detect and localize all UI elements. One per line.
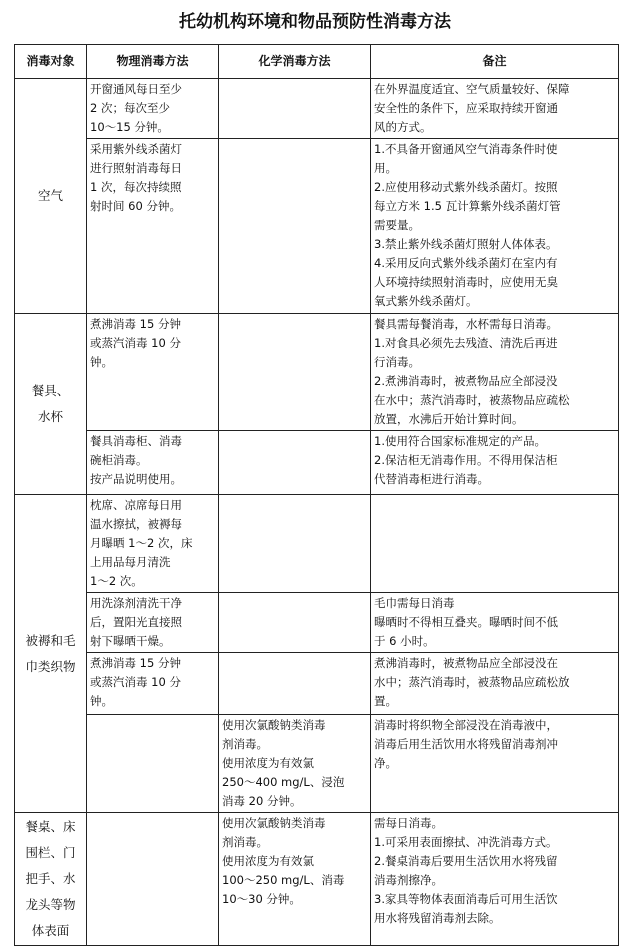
chemical-line: 消毒 20 分钟。 <box>222 794 302 808</box>
physical-method-cell <box>87 593 219 653</box>
table-row <box>15 715 619 813</box>
notes-cell <box>371 495 619 593</box>
notes-line: 净。 <box>374 756 397 770</box>
header-chemical: 化学消毒方法 <box>219 45 371 79</box>
notes-cell <box>371 653 619 715</box>
object-line: 餐具、 <box>31 383 70 398</box>
notes-line: 人环境持续照射消毒时，应使用无臭 <box>374 275 558 289</box>
chemical-line: 使用次氯酸钠类消毒 <box>222 718 326 732</box>
physical-line: 碗柜消毒。 <box>90 453 148 467</box>
disinfection-object-cell <box>15 79 87 314</box>
chemical-line: 10～30 分钟。 <box>222 892 301 906</box>
notes-line: 水中；蒸汽消毒时，被蒸物品应疏松放 <box>374 675 570 689</box>
physical-method-cell <box>87 139 219 314</box>
notes-line: 行消毒。 <box>374 355 420 369</box>
physical-line: 钟。 <box>90 694 113 708</box>
notes-cell <box>371 715 619 813</box>
physical-line: 上用品每月清洗 <box>90 555 171 569</box>
notes-line: 毛巾需每日消毒 <box>374 596 455 610</box>
notes-line: 在外界温度适宜、空气质量较好、保障 <box>374 82 570 96</box>
header-object: 消毒对象 <box>15 45 87 79</box>
physical-line: 煮沸消毒 15 分钟 <box>90 317 181 331</box>
notes-line: 1.不具备开窗通风空气消毒条件时使 <box>374 142 558 156</box>
notes-line: 用。 <box>374 161 397 175</box>
physical-line: 月曝晒 1～2 次，床 <box>90 536 193 550</box>
chemical-line: 100～250 mg/L、消毒 <box>222 873 345 887</box>
notes-line: 需每日消毒。 <box>374 816 443 830</box>
notes-line: 置。 <box>374 694 397 708</box>
physical-method-cell <box>87 653 219 715</box>
notes-cell <box>371 813 619 946</box>
table-row <box>15 79 619 139</box>
physical-line: 1 次，每次持续照 <box>90 180 182 194</box>
physical-line: 按产品说明使用。 <box>90 472 182 486</box>
table-row <box>15 813 619 946</box>
physical-line: 或蒸汽消毒 10 分 <box>90 675 181 689</box>
physical-method-cell <box>87 495 219 593</box>
physical-line: 或蒸汽消毒 10 分 <box>90 336 181 350</box>
disinfection-object-cell <box>15 495 87 813</box>
disinfection-object-cell <box>15 813 87 946</box>
notes-line: 风的方式。 <box>374 120 432 134</box>
table-row <box>15 593 619 653</box>
chemical-line: 250～400 mg/L、浸泡 <box>222 775 345 789</box>
physical-method-cell <box>87 79 219 139</box>
physical-line: 开窗通风每日至少 <box>90 82 182 96</box>
chemical-method-cell <box>219 593 371 653</box>
object-line: 体表面 <box>31 923 70 938</box>
object-line: 水杯 <box>37 409 63 424</box>
chemical-line: 剂消毒。 <box>222 835 268 849</box>
physical-line: 煮沸消毒 15 分钟 <box>90 656 181 670</box>
object-line: 空气 <box>37 188 63 203</box>
physical-line: 后，置阳光直接照 <box>90 615 182 629</box>
chemical-method-cell <box>219 431 371 495</box>
notes-line: 1.对食具必须先去残渣、清洗后再进 <box>374 336 558 350</box>
notes-line: 在水中；蒸汽消毒时，被蒸物品应疏松 <box>374 393 570 407</box>
notes-line: 安全性的条件下，应采取持续开窗通 <box>374 101 558 115</box>
physical-line: 进行照射消毒每日 <box>90 161 182 175</box>
object-line: 围栏、门 <box>25 845 76 860</box>
physical-line: 采用紫外线杀菌灯 <box>90 142 182 156</box>
notes-line: 代替消毒柜进行消毒。 <box>374 472 489 486</box>
object-line: 龙头等物 <box>25 897 76 912</box>
physical-line: 枕席、凉席每日用 <box>90 498 182 512</box>
disinfection-table <box>14 44 619 946</box>
notes-line: 1.可采用表面擦拭、冲洗消毒方式。 <box>374 835 558 849</box>
physical-line: 用洗涤剂清洗干净 <box>90 596 182 610</box>
chemical-method-cell <box>219 653 371 715</box>
chemical-method-cell <box>219 79 371 139</box>
notes-cell <box>371 431 619 495</box>
notes-cell <box>371 79 619 139</box>
notes-line: 消毒时将织物全部浸没在消毒液中， <box>374 718 558 732</box>
physical-line: 射下曝晒干燥。 <box>90 634 171 648</box>
notes-line: 2.保洁柜无消毒作用。不得用保洁柜 <box>374 453 558 467</box>
physical-line: 10～15 分钟。 <box>90 120 169 134</box>
physical-line: 温水擦拭，被褥每 <box>90 517 182 531</box>
notes-line: 每立方米 1.5 瓦计算紫外线杀菌灯管 <box>374 199 561 213</box>
chemical-method-cell <box>219 139 371 314</box>
table-header-row <box>15 45 619 79</box>
notes-line: 1.使用符合国家标准规定的产品。 <box>374 434 546 448</box>
notes-line: 消毒剂擦净。 <box>374 873 443 887</box>
object-line: 把手、水 <box>25 871 76 886</box>
physical-method-cell <box>87 314 219 431</box>
chemical-line: 使用浓度为有效氯 <box>222 756 314 770</box>
notes-line: 煮沸消毒时，被煮物品应全部浸没在 <box>374 656 558 670</box>
notes-cell <box>371 139 619 314</box>
chemical-line: 剂消毒。 <box>222 737 268 751</box>
physical-method-cell <box>87 715 219 813</box>
object-line: 餐桌、床 <box>25 819 76 834</box>
document-title: 托幼机构环境和物品预防性消毒方法 <box>179 12 451 32</box>
physical-method-cell <box>87 431 219 495</box>
notes-line: 2.应使用移动式紫外线杀菌灯。按照 <box>374 180 558 194</box>
notes-line: 放置，水沸后开始计算时间。 <box>374 412 524 426</box>
notes-line: 需要量。 <box>374 218 420 232</box>
table-row <box>15 495 619 593</box>
header-notes: 备注 <box>371 45 619 79</box>
table-row <box>15 139 619 314</box>
notes-line: 氧式紫外线杀菌灯。 <box>374 294 478 308</box>
notes-line: 3.禁止紫外线杀菌灯照射人体体表。 <box>374 237 558 251</box>
notes-line: 于 6 小时。 <box>374 634 435 648</box>
notes-cell <box>371 314 619 431</box>
object-line: 巾类织物 <box>25 658 76 674</box>
physical-line: 1～2 次。 <box>90 574 143 588</box>
chemical-line: 使用次氯酸钠类消毒 <box>222 816 326 830</box>
header-physical: 物理消毒方法 <box>87 45 219 79</box>
chemical-method-cell <box>219 813 371 946</box>
notes-line: 用水将残留消毒剂去除。 <box>374 911 501 925</box>
chemical-method-cell <box>219 314 371 431</box>
physical-line: 餐具消毒柜、消毒 <box>90 434 182 448</box>
notes-line: 餐具需每餐消毒，水杯需每日消毒。 <box>374 317 558 331</box>
table-row <box>15 653 619 715</box>
table-row <box>15 431 619 495</box>
physical-method-cell <box>87 813 219 946</box>
notes-line: 4.采用反向式紫外线杀菌灯在室内有 <box>374 256 558 270</box>
notes-line: 消毒后用生活饮用水将残留消毒剂冲 <box>374 737 558 751</box>
chemical-method-cell <box>219 715 371 813</box>
notes-cell <box>371 593 619 653</box>
object-line: 被褥和毛 <box>25 632 76 648</box>
physical-line: 2 次；每次至少 <box>90 101 170 115</box>
table-row <box>15 314 619 431</box>
physical-line: 钟。 <box>90 355 113 369</box>
physical-line: 射时间 60 分钟。 <box>90 199 181 213</box>
notes-line: 3.家具等物体表面消毒后可用生活饮 <box>374 892 558 906</box>
notes-line: 2.餐桌消毒后要用生活饮用水将残留 <box>374 854 558 868</box>
chemical-method-cell <box>219 495 371 593</box>
disinfection-object-cell <box>15 314 87 495</box>
notes-line: 2.煮沸消毒时，被煮物品应全部浸没 <box>374 374 558 388</box>
chemical-line: 使用浓度为有效氯 <box>222 854 314 868</box>
notes-line: 曝晒时不得相互叠夹。曝晒时间不低 <box>374 615 558 629</box>
